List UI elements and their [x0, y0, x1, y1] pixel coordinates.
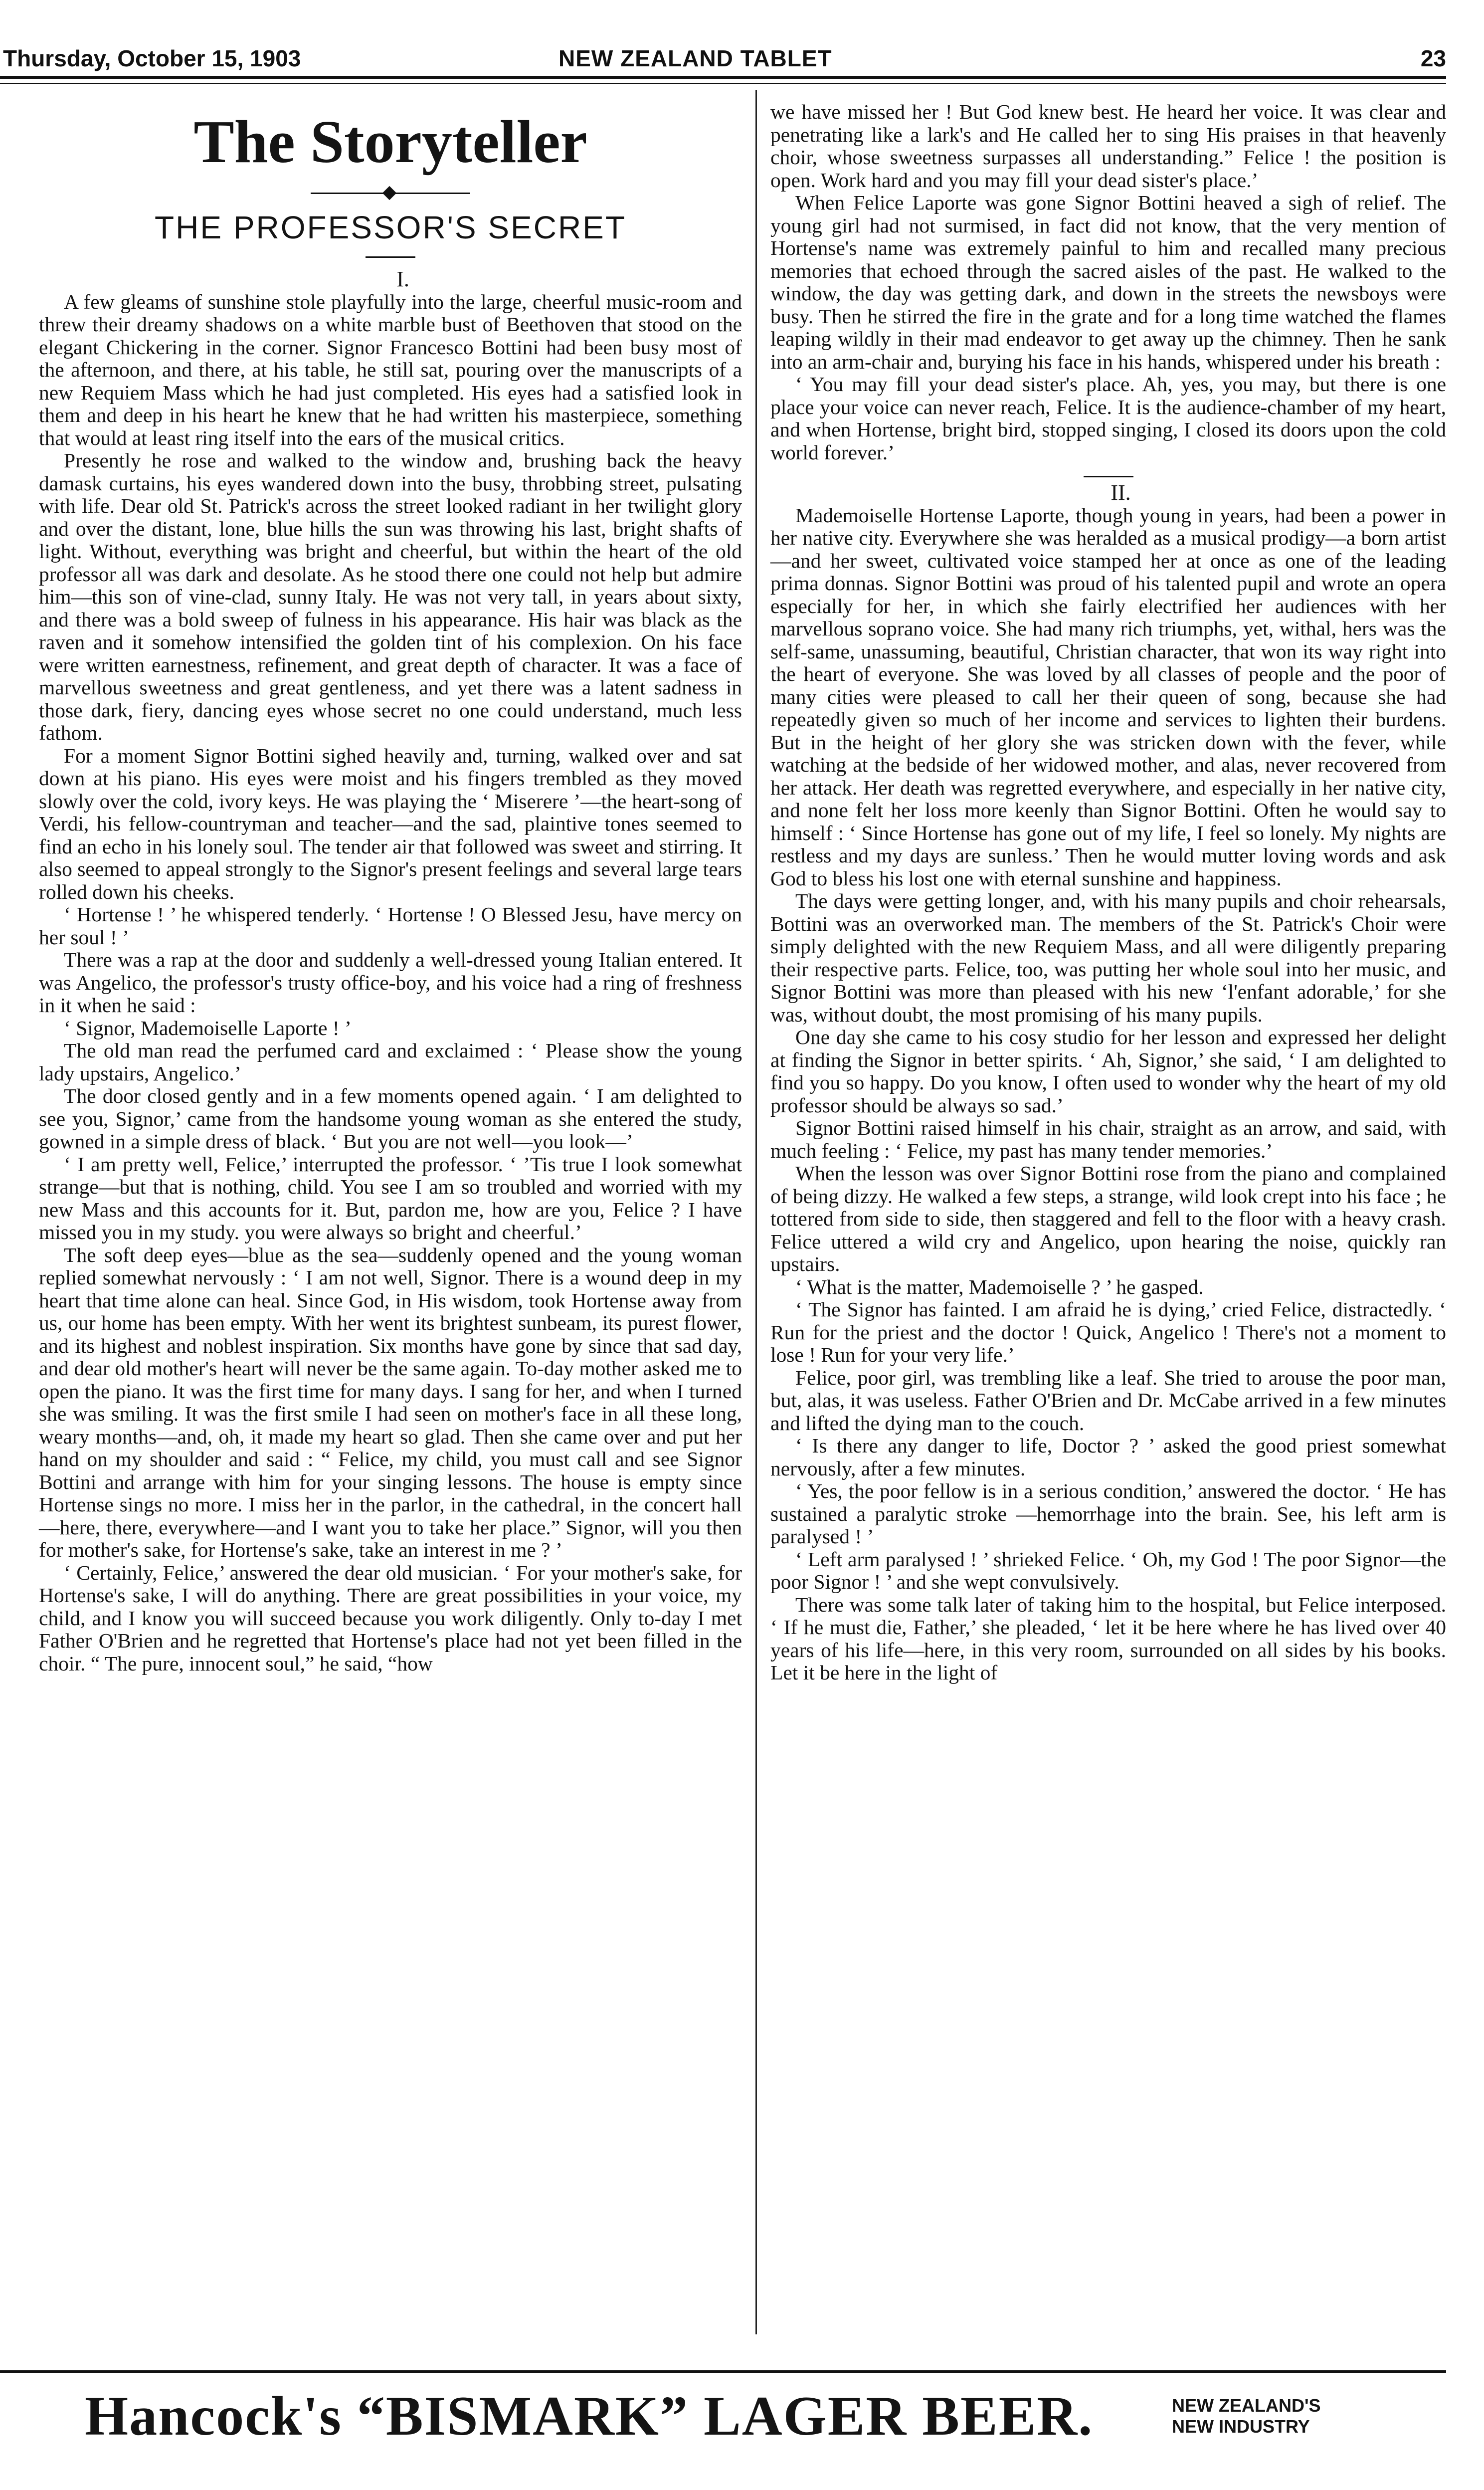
paragraph: Presently he rose and walked to the window and, brushing back the heavy damask curtains, his eyes wandered down into the busy, throbbing street, pulsating with life. Dear old St. Patrick's across the street looked radiant in her twilight glory and over the distant, lone, blue hills the sun was throwing his last, bright shafts of light. Without, everything was bright and cheerful, but within the heart of the old professor all was dark and desolate. As he stood there one could not help but admire him—this son of vine-clad, sunny Italy. He was not very tall, in years about sixty, and there was a bold sweep of fulness in his appearance. His hair was black as the raven and it somehow intensified the golden tint of his complexion. On his face were written earnestness, refinement, and great depth of character. It was a face of marvellous sweetness and great gentleness, and yet there was a latent sadness in those dark, fiery, dancing eyes whose secret no one could understand, much less fathom. — [39, 449, 742, 744]
paragraph: The days were getting longer, and, with his many pupils and choir rehearsals, Bottini was an overworked man. The members of the St. Patrick's Choir were simply delighted with the new Requiem Mass, and all were diligently preparing their respective parts. Felice, too, was putting her whole soul into her music, and Signor Bottini was more than pleased with his new ‘l'enfant adorable,’ for she was, without doubt, the most promising of his many pupils. — [770, 889, 1446, 1026]
title-ornament — [39, 184, 742, 204]
paragraph: There was some talk later of taking him to the hospital, but Felice interposed. ‘ If he must die, Father,’ she pleaded, ‘ let it be here where he has lived over 40 years of his life—here, in this very room, surrounded on all sides by his books. Let it be here in the light of — [770, 1593, 1446, 1684]
paragraph: For a moment Signor Bottini sighed heavily and, turning, walked over and sat down at his piano. His eyes were moist and his fingers trembled as they moved slowly over the cold, ivory keys. He was playing the ‘ Miserere ’—the heart-song of Verdi, his fellow-countryman and teacher—and the sad, plaintive tones seemed to find an echo in his lonely soul. The tender air that followed was sweet and stirring. It also seemed to appeal strongly to the Signor's present feelings and several large tears rolled down his cheeks. — [39, 744, 742, 903]
running-header — [0, 40, 1446, 80]
paragraph: The old man read the perfumed card and exclaimed : ‘ Please show the young lady upstairs, Angelico.’ — [39, 1039, 742, 1085]
header-rule — [0, 76, 1446, 79]
paragraph: ‘ What is the matter, Mademoiselle ? ’ he gasped. — [795, 1275, 1204, 1298]
paragraph: Felice, poor girl, was trembling like a leaf. She tried to arouse the poor man, but, alas, it was useless. Father O'Brien and Dr. McCabe arrived in a few minutes and lifted the dying man to the couch. — [770, 1366, 1446, 1435]
left-column — [39, 100, 742, 1675]
tagline-line-1: NEW ZEALAND'S — [1172, 2395, 1321, 2416]
paragraph: The soft deep eyes—blue as the sea—suddenly opened and the young woman replied somewhat nervously : ‘ I am not well, Signor. There is a wound deep in my heart that time alone can heal. Since God, in His wisdom, took Hortense away from us, our home has been empty. With her went its brightest sunbeam, its purest flower, and its highest and noblest inspiration. Six months have gone by since that sad day, and dear old mother's heart will never be the same again. To-day mother asked me to open the piano. It was the first time for many days. I sang for her, and when I turned she was smiling. It was the first smile I had seen on mother's face in all these long, weary months—and, oh, it made my heart so glad. Then she came over and put her hand on my shoulder and said : “ Felice, my child, you must call and see Signor Bottini and arrange with him for your singing lessons. The house is empty since Hortense sings no more. I miss her in the parlor, in the cathedral, in the concert hall—here, there, everywhere—and I want you to take her place.” Signor, will you then for mother's sake, for Hortense's sake, take an interest in me ? ’ — [39, 1243, 742, 1561]
header-rule-thin — [0, 83, 1446, 84]
footer-rule — [0, 2370, 1446, 2373]
diamond-ornament-icon — [382, 186, 396, 200]
right-column — [770, 101, 1446, 1684]
column-title: The Storyteller — [193, 108, 587, 176]
paragraph: There was a rap at the door and suddenly a well-dressed young Italian entered. It was Angelico, the professor's trusty office-boy, and his voice had a ring of freshness in it when he said : — [39, 948, 742, 1017]
paragraph: ‘ Yes, the poor fellow is in a serious condition,’ answered the doctor. ‘ He has sustained a paralytic stroke —hemorrhage into the brain. See, his left arm is paralysed ! ’ — [770, 1479, 1446, 1548]
paragraph: ‘ Signor, Mademoiselle Laporte ! ’ — [64, 1016, 352, 1039]
page-number: 23 — [1420, 45, 1446, 71]
paragraph: A few gleams of sunshine stole playfully into the large, cheerful music-room and threw their dreamy shadows on a white marble bust of Beethoven that stood on the elegant Chickering in the corner. Signor Francesco Bottini had been busy most of the afternoon, and there, at his table, he still sat, pouring over the manuscripts of a new Requiem Mass which he had just completed. His eyes had a satisfied look in them and deep in his heart he knew that he had written his masterpiece, something that would at least ring itself into the ears of the musical critics. — [39, 290, 742, 449]
paragraph: When the lesson was over Signor Bottini rose from the piano and complained of being dizzy. He walked a few steps, a strange, wild look crept into his face ; he tottered from side to side, then staggered and fell to the floor with a heavy crash. Felice uttered a wild cry and Angelico, upon hearing the noise, quickly ran upstairs. — [770, 1162, 1446, 1275]
title-divider — [366, 256, 415, 258]
paragraph: ‘ The Signor has fainted. I am afraid he is dying,’ cried Felice, distractedly. ‘ Run for the priest and the doctor ! Quick, Angelico ! There's not a moment to lose ! Run for your very life.’ — [770, 1298, 1446, 1366]
story-title: THE PROFESSOR'S SECRET — [155, 209, 626, 245]
section-divider — [1084, 476, 1133, 477]
paragraph: ‘ Hortense ! ’ he whispered tenderly. ‘ Hortense ! O Blessed Jesu, have mercy on her soul ! ’ — [39, 903, 742, 949]
section-heading: I. — [396, 267, 409, 291]
paragraph: ‘ Left arm paralysed ! ’ shrieked Felice. ‘ Oh, my God ! The poor Signor—the poor Signor ! ’ and she wept convulsively. — [770, 1547, 1446, 1593]
paragraph: ‘ Is there any danger to life, Doctor ? ’ asked the good priest somewhat nervously, after a few minutes. — [770, 1434, 1446, 1480]
paragraph: ‘ You may fill your dead sister's place. Ah, yes, you may, but there is one place your voice can never reach, Felice. It is the audience-chamber of my heart, and when Hortense, bright bird, stopped singing, I closed its doors upon the cold world forever.’ — [770, 373, 1446, 464]
issue-date: Thursday, October 15, 1903 — [3, 45, 301, 71]
paragraph: The door closed gently and in a few moments opened again. ‘ I am delighted to see you, Signor,’ came from the handsome young woman as she entered the study, gowned in a simple dress of black. ‘ But you are not well—you look—’ — [39, 1084, 742, 1153]
paragraph: we have missed her ! But God knew best. He heard her voice. It was clear and penetrating like a lark's and He called her to sing His praises in that heavenly choir, whose sweetness surpasses all understanding.” Felice ! the position is open. Work hard and you may fill your dead sister's place.’ — [770, 100, 1446, 192]
paragraph: ‘ Certainly, Felice,’ answered the dear old musician. ‘ For your mother's sake, for Hortense's sake, I will do anything. There are great possibilities in your voice, my child, and I know you will succeed because you work diligently. Only to-day I met Father O'Brien and he regretted that Hortense's place had not yet been filled in the choir. “ The pure, innocent soul,” he said, “how — [39, 1561, 742, 1675]
paragraph: When Felice Laporte was gone Signor Bottini heaved a sigh of relief. The young girl had not surmised, in fact did not know, that the very mention of Hortense's name was extremely painful to him and recalled many precious memories that echoed through the sacred aisles of the past. He walked to the window, the day was getting dark, and down in the streets the newsboys were busy. Then he stirred the fire in the grate and for a long time watched the flames leaping wildly in their mad endeavor to get away up the chimney. Then he sank into an arm-chair and, burying his face in his hands, whispered under his breath : — [770, 191, 1446, 373]
paragraph: Signor Bottini raised himself in his chair, straight as an arrow, and said, with much feeling : ‘ Felice, my past has many tender memories.’ — [770, 1116, 1446, 1162]
newspaper-name: NEW ZEALAND TABLET — [558, 45, 832, 71]
advertisement-banner — [0, 2374, 1446, 2459]
advertisement-tagline — [1172, 2395, 1321, 2437]
advertisement-headline: Hancock's “BISMARK” LAGER BEER. — [85, 2385, 1094, 2447]
column-divider — [755, 90, 757, 2334]
section-heading: II. — [1111, 480, 1131, 505]
tagline-line-2: NEW INDUSTRY — [1172, 2416, 1310, 2437]
paragraph: One day she came to his cosy studio for her lesson and expressed her delight at finding the Signor in better spirits. ‘ Ah, Signor,’ she said, ‘ I am delighted to find you so happy. Do you know, I often used to wonder why the heart of my old professor should be always so sad.’ — [770, 1026, 1446, 1117]
paragraph: ‘ I am pretty well, Felice,’ interrupted the professor. ‘ ’Tis true I look somewhat strange—but that is nothing, child. You see I am so troubled and worried with my new Mass and this accounts for it. But, pardon me, how are you, Felice ? I have missed you in my study. you were always so bright and cheerful.’ — [39, 1152, 742, 1244]
paragraph: Mademoiselle Hortense Laporte, though young in years, had been a power in her native city. Everywhere she was heralded as a musical prodigy—a born artist—and her sweet, cultivated voice stamped her at once as one of the leading prima donnas. Signor Bottini was proud of his talented pupil and wrote an opera especially for her, in which she fairly electrified her audiences with her marvellous soprano voice. She had many rich triumphs, yet, withal, hers was the self-same, unassuming, beautiful, Christian character, that won its way right into the heart of everyone. She was loved by all classes of people and the poor of many cities were pleased to call her their queen of song, because she had repeatedly given so much of her income and services to lighten their burdens. But in the height of her glory she was stricken down with the fever, while watching at the bedside of her widowed mother, and alas, never recovered from her attack. Her death was regretted everywhere, and especially in her native city, and none felt her loss more keenly than Signor Bottini. Often he would say to himself : ‘ Since Hortense has gone out of my life, I feel so lonely. My nights are restless and my days are sunless.’ Then he would mutter loving words and ask God to bless his lost one with eternal sunshine and happiness. — [770, 503, 1446, 890]
